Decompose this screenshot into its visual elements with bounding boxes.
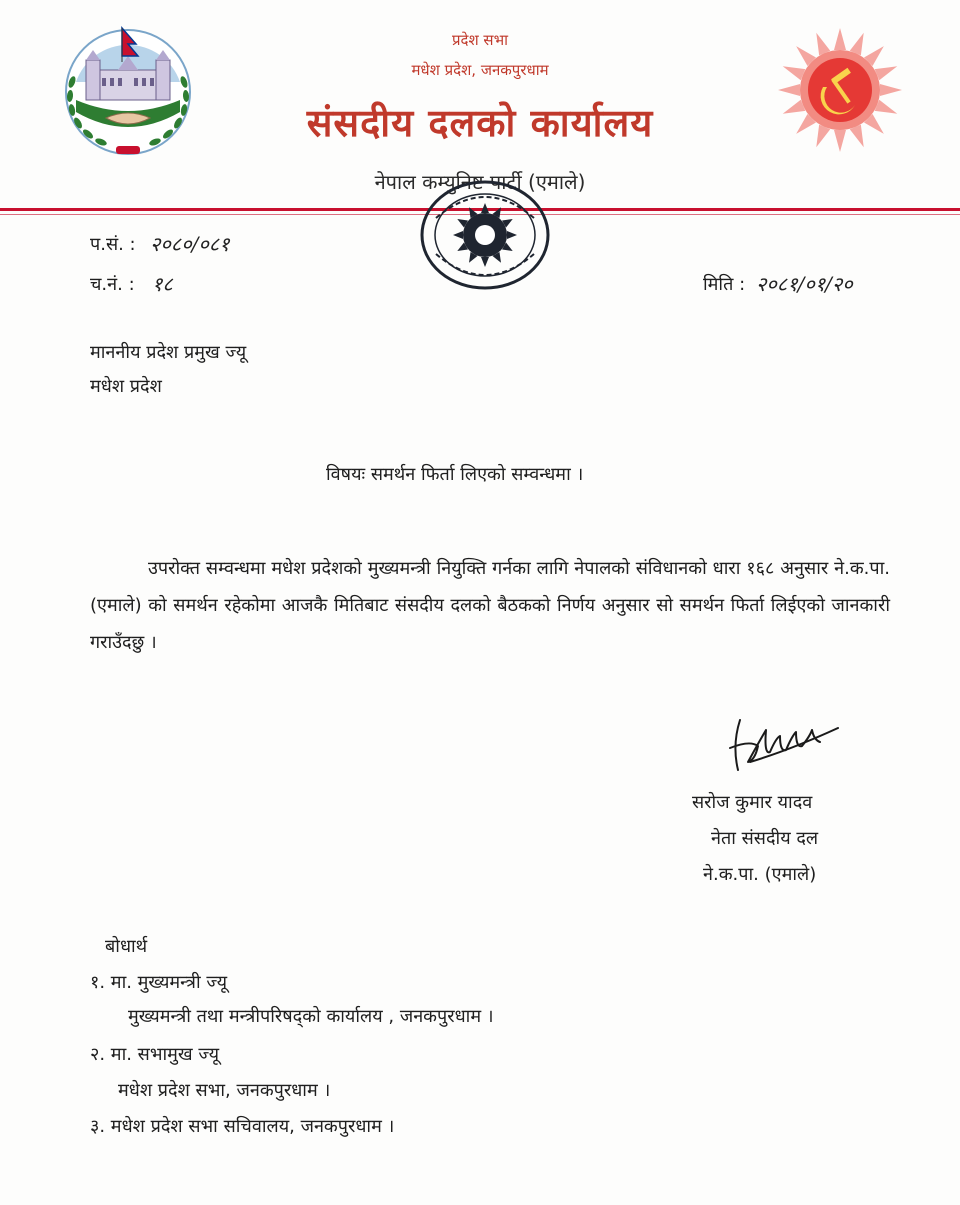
header-title: संसदीय दलको कार्यालय [306,101,654,145]
date-value: २०८१/०१/२० [756,272,853,296]
ps-value: २०८०/०८१ [150,232,230,256]
recipient-line2: मधेश प्रदेश [90,376,162,397]
subject: विषयः समर्थन फिर्ता लिएको सम्वन्धमा । [326,464,584,485]
cc-item-1: १. मा. मुख्यमन्त्री ज्यू [90,972,228,993]
chn-value: १८ [152,272,173,296]
ps-label: प.सं. : [90,234,136,255]
signatory-party: ने.क.पा. (एमाले) [703,864,817,885]
body-paragraph [90,550,890,661]
signatory-title: नेता संसदीय दल [711,828,819,849]
recipient-line1: माननीय प्रदेश प्रमुख ज्यू [90,342,247,363]
cc-item-1-detail: मुख्यमन्त्री तथा मन्त्रीपरिषद्को कार्यालय , जनकपुरधाम । [128,1006,494,1027]
handwritten-signature [700,700,850,780]
cc-heading: बोधार्थ [105,936,148,957]
signatory-name: सरोज कुमार यादव [692,792,813,813]
cc-item-3: ३. मधेश प्रदेश सभा सचिवालय, जनकपुरधाम । [90,1116,395,1137]
party-office-seal-icon [418,178,553,293]
header-line2: मधेश प्रदेश, जनकपुरधाम [411,61,549,79]
party-sun-hammer-sickle-icon [775,25,905,155]
provincial-assembly-emblem-icon [56,22,201,162]
header-party: नेपाल कम्युनिष्ट पार्टी (एमाले) [374,170,586,194]
cc-item-2: २. मा. सभामुख ज्यू [90,1044,220,1065]
cc-item-2-detail: मधेश प्रदेश सभा, जनकपुरधाम । [118,1080,331,1101]
header-line1: प्रदेश सभा [451,31,509,49]
chn-label: च.नं. : [90,274,135,295]
body-text: उपरोक्त सम्वन्धमा मधेश प्रदेशको मुख्यमन्त्री नियुक्ति गर्नका लागि नेपालको संविधानको धारा १६८ अनुसार ने.क.पा. (एमाले) को समर्थन रहेकोमा आजकै मितिबाट संसदीय दलको बैठकको निर्णय अनुसार सो समर्थन फिर्ता लिईएको जानकारी गराउँदछु । [90,558,890,653]
date-label: मिति : [703,274,746,295]
